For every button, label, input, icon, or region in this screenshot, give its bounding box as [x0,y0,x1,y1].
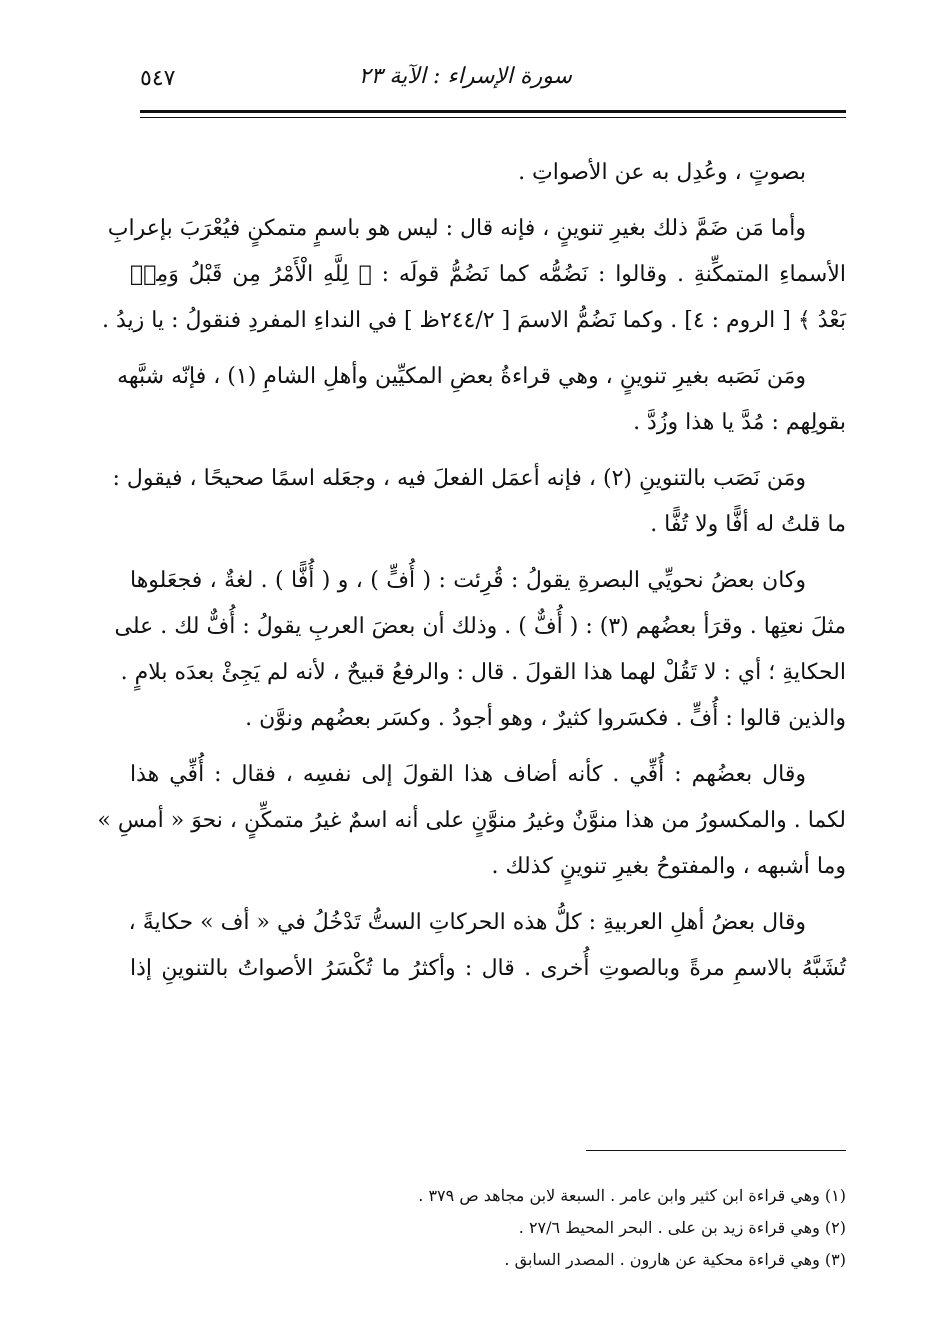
main-text [97,150,846,1002]
text-line: وقال بعضُهم : أُفِّي . كأنه أضاف هذا القولَ إلى نفسِه ، فقال : أُفِّي هذا [130,762,806,787]
text-line: ومَن نَصَب بالتنوينِ (٢) ، فإنه أعمَل الفعلَ فيه ، وجعَله اسمًا صحيحًا ، فيقول : [112,466,806,491]
text-line: الأسماءِ المتمكِّنةِ . وقالوا : نَضُمُّه كما نَضُمُّ قولَه : ﴿ لِلَّهِ الْأَمْرُ مِن قَبْلُ وَمِنۢ [130,262,846,287]
header-rule-thin [140,117,846,118]
text-line: ما قلتُ له أفًّا ولا تُفًّا . [650,512,846,537]
paragraph [130,900,846,992]
text-line: والذين قالوا : أُفٍّ . فكسَروا كثيرٌ ، وهو أجودُ . وكسَر بعضُهم ونوَّن . [245,706,846,731]
text-line: الحكايةِ ؛ أي : لا تَقُلْ لهما هذا القولَ . قال : والرفعُ قبيحٌ ، لأنه لم يَجِئْ بعدَه بلامٍ . [120,660,846,685]
page-header [140,62,840,102]
text-line: وكان بعضُ نحويِّي البصرةِ يقولُ : قُرِئت : ( أُفٍّ ) ، و ( أُفًّا ) . لغةٌ ، فجعَلوها [130,568,806,593]
text-line: وأما مَن ضَمَّ ذلك بغيرِ تنوينٍ ، فإنه قال : ليس هو باسمٍ متمكنٍ فيُعْرَبَ بإعرابِ [107,216,806,241]
text-line: لكما . والمكسورُ من هذا منوَّنٌ وغيرُ منوَّنٍ على أنه اسمٌ غيرُ متمكِّنٍ ، نحوَ « أمسِ » [97,808,846,833]
text-line: بصوتٍ ، وعُدِل به عن الأصواتِ . [518,160,806,185]
footnote-separator [586,1150,846,1151]
footnote: (١) وهي قراءة ابن كثير وابن عامر . السبعة لابن مجاهد ص ٣٧٩ . [418,1186,846,1205]
paragraph [114,558,846,742]
footnotes [360,1180,846,1276]
paragraph [117,354,846,446]
paragraph [101,206,846,344]
paragraph [130,150,846,196]
header-rule-thick [140,110,846,113]
text-line: وما أشبهه ، والمفتوحُ بغيرِ تنوينٍ كذلك . [491,854,846,879]
text-line: بَعْدُ ﴾ [ الروم : ٤] . وكما نَضُمُّ الاسمَ [ ٢٤٤/٢ظ ] في النداءِ المفردِ فنقولُ : يا زيدُ . [101,308,846,333]
paragraph [112,456,846,548]
text-line: بقولِهم : مُدَّ يا هذا وزُدَّ . [633,410,846,435]
footnote: (٣) وهي قراءة محكية عن هارون . المصدر السابق . [504,1250,846,1269]
text-line: تُشَبَّهُ بالاسمِ مرةً وبالصوتِ أُخرى . قال : وأكثرُ ما تُكْسَرُ الأصواتُ بالتنوينِ إذا [130,956,846,981]
footnote: (٢) وهي قراءة زيد بن على . البحر المحيط ٢٧/٦ . [518,1218,846,1237]
text-line: مثلَ نعتِها . وقرَأ بعضُهم (٣) : ( أُفٌّ ) . وذلك أن بعضَ العربِ يقولُ : أُفٌّ لك . على [114,614,846,639]
text-line: وقال بعضُ أهلِ العربيةِ : كلُّ هذه الحركاتِ الستُّ تَدْخُلُ في « أف » حكايةً ، [128,910,806,935]
text-line: ومَن نَصَبه بغيرِ تنوينٍ ، وهي قراءةُ بعضِ المكيِّين وأهلِ الشامِ (١) ، فإنّه شبَّهه [117,364,806,389]
page-number: ٥٤٧ [140,66,176,91]
running-title: سورة الإسراء : الآية ٢٣ [358,64,572,89]
paragraph [97,752,846,890]
